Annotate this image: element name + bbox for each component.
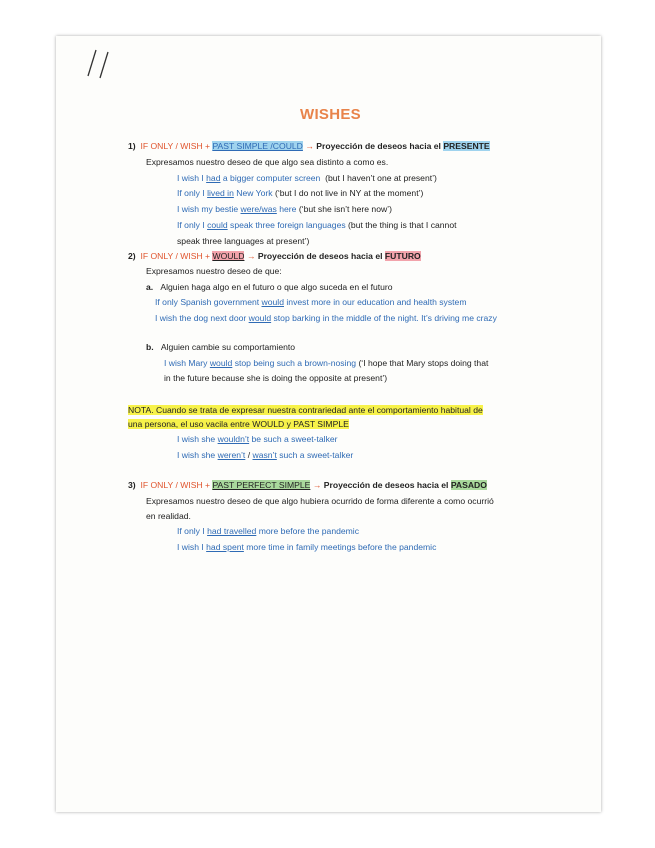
section-3-intro: Expresamos nuestro deseo de que algo hubiera ocurrido de forma diferente a como ocurrió (146, 496, 494, 506)
section-1-heading: 1) IF ONLY / WISH + PAST SIMPLE /COULD → Proyección de deseos hacia el PRESENTE (128, 141, 490, 151)
example-line: I wish Mary would stop being such a brown-nosing (‘I hope that Mary stops doing that (164, 358, 489, 368)
example-line: If only I had travelled more before the pandemic (177, 526, 360, 536)
subsection-b: b. Alguien cambie su comportamiento (146, 342, 296, 352)
section-3-intro: en realidad. (146, 511, 191, 521)
section-2-intro: Expresamos nuestro deseo de que: (146, 266, 282, 276)
example-line: I wish the dog next door would stop barking in the middle of the night. It’s driving me crazy (155, 313, 497, 323)
section-3-heading: 3) IF ONLY / WISH + PAST PERFECT SIMPLE → Proyección de deseos hacia el PASADO (128, 480, 487, 490)
example-line: If only I could speak three foreign languages (but the thing is that I cannot (177, 220, 457, 230)
note-line: NOTA. Cuando se trata de expresar nuestra contrariedad ante el comportamiento habitual de (128, 405, 483, 415)
section-2-heading: 2) IF ONLY / WISH + WOULD → Proyección de deseos hacia el FUTURO (128, 251, 421, 261)
example-line: I wish I had a bigger computer screen (but I haven’t one at present’) (177, 173, 437, 183)
section-1-intro: Expresamos nuestro deseo de que algo sea distinto a como es. (146, 157, 389, 167)
subsection-a: a. Alguien haga algo en el futuro o que algo suceda en el futuro (146, 282, 393, 292)
page-title: WISHES (300, 106, 361, 123)
note-line: una persona, el uso vacila entre WOULD y PAST SIMPLE (128, 419, 349, 429)
example-line: I wish I had spent more time in family meetings before the pandemic (177, 542, 437, 552)
example-line: I wish my bestie were/was here (‘but she isn’t here now’) (177, 204, 392, 214)
example-line-continued: in the future because she is doing the opposite at present’) (164, 373, 388, 383)
pen-strokes (86, 48, 116, 80)
example-line: I wish she wouldn’t be such a sweet-talker (177, 434, 338, 444)
example-line: If only Spanish government would invest more in our education and health system (155, 297, 467, 307)
example-line: If only I lived in New York (‘but I do not live in NY at the moment’) (177, 188, 424, 198)
example-line-continued: speak three languages at present’) (177, 236, 310, 246)
example-line: I wish she weren’t / wasn’t such a sweet-talker (177, 450, 354, 460)
